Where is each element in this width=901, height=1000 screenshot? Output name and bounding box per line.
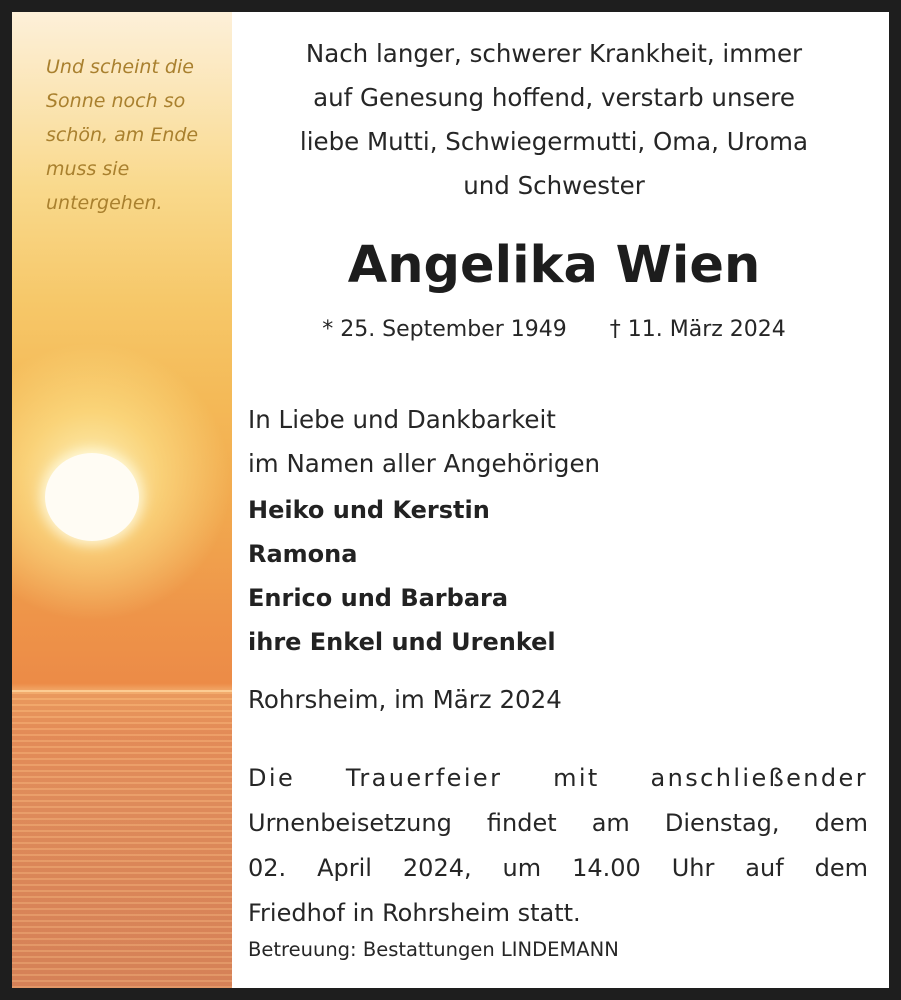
sea-reflection: [12, 692, 232, 988]
service-line: Die Trauerfeier mit anschließender: [248, 764, 868, 792]
obituary-content: [232, 12, 876, 988]
funeral-home-credit: Betreuung: Bestattungen LINDEMANN: [248, 938, 619, 961]
thanks-text: In Liebe und Dankbarkeit im Namen aller Angehörigen: [248, 405, 601, 478]
birth-date: * 25. September 1949: [322, 317, 567, 342]
mourner-name: Enrico und Barbara: [248, 584, 509, 612]
death-date: † 11. März 2024: [609, 317, 786, 342]
sunset-image: [12, 12, 232, 988]
memorial-quote: Und scheint die Sonne noch so schön, am Ende muss sie untergehen.: [46, 56, 199, 214]
funeral-service-info: [248, 756, 868, 936]
sun-icon: [45, 453, 139, 541]
mourner-name: Ramona: [248, 540, 358, 568]
mourners-list: [248, 488, 868, 664]
mourner-name: Heiko und Kerstin: [248, 496, 490, 524]
place-date: Rohrsheim, im März 2024: [248, 685, 562, 714]
service-line: Friedhof in Rohrsheim statt.: [248, 899, 581, 927]
obituary-intro: Nach langer, schwerer Krankheit, immer auf Genesung hoffend, verstarb unsere liebe Mutti, Schwiegermutti, Oma, Uroma und Schwester: [299, 39, 809, 200]
deceased-name: Angelika Wien: [347, 236, 761, 295]
mourner-name: ihre Enkel und Urenkel: [248, 628, 556, 656]
life-dates: [232, 312, 876, 348]
service-line: Urnenbeisetzung findet am Dienstag, dem: [248, 809, 868, 837]
service-line: 02. April 2024, um 14.00 Uhr auf dem: [248, 854, 868, 882]
